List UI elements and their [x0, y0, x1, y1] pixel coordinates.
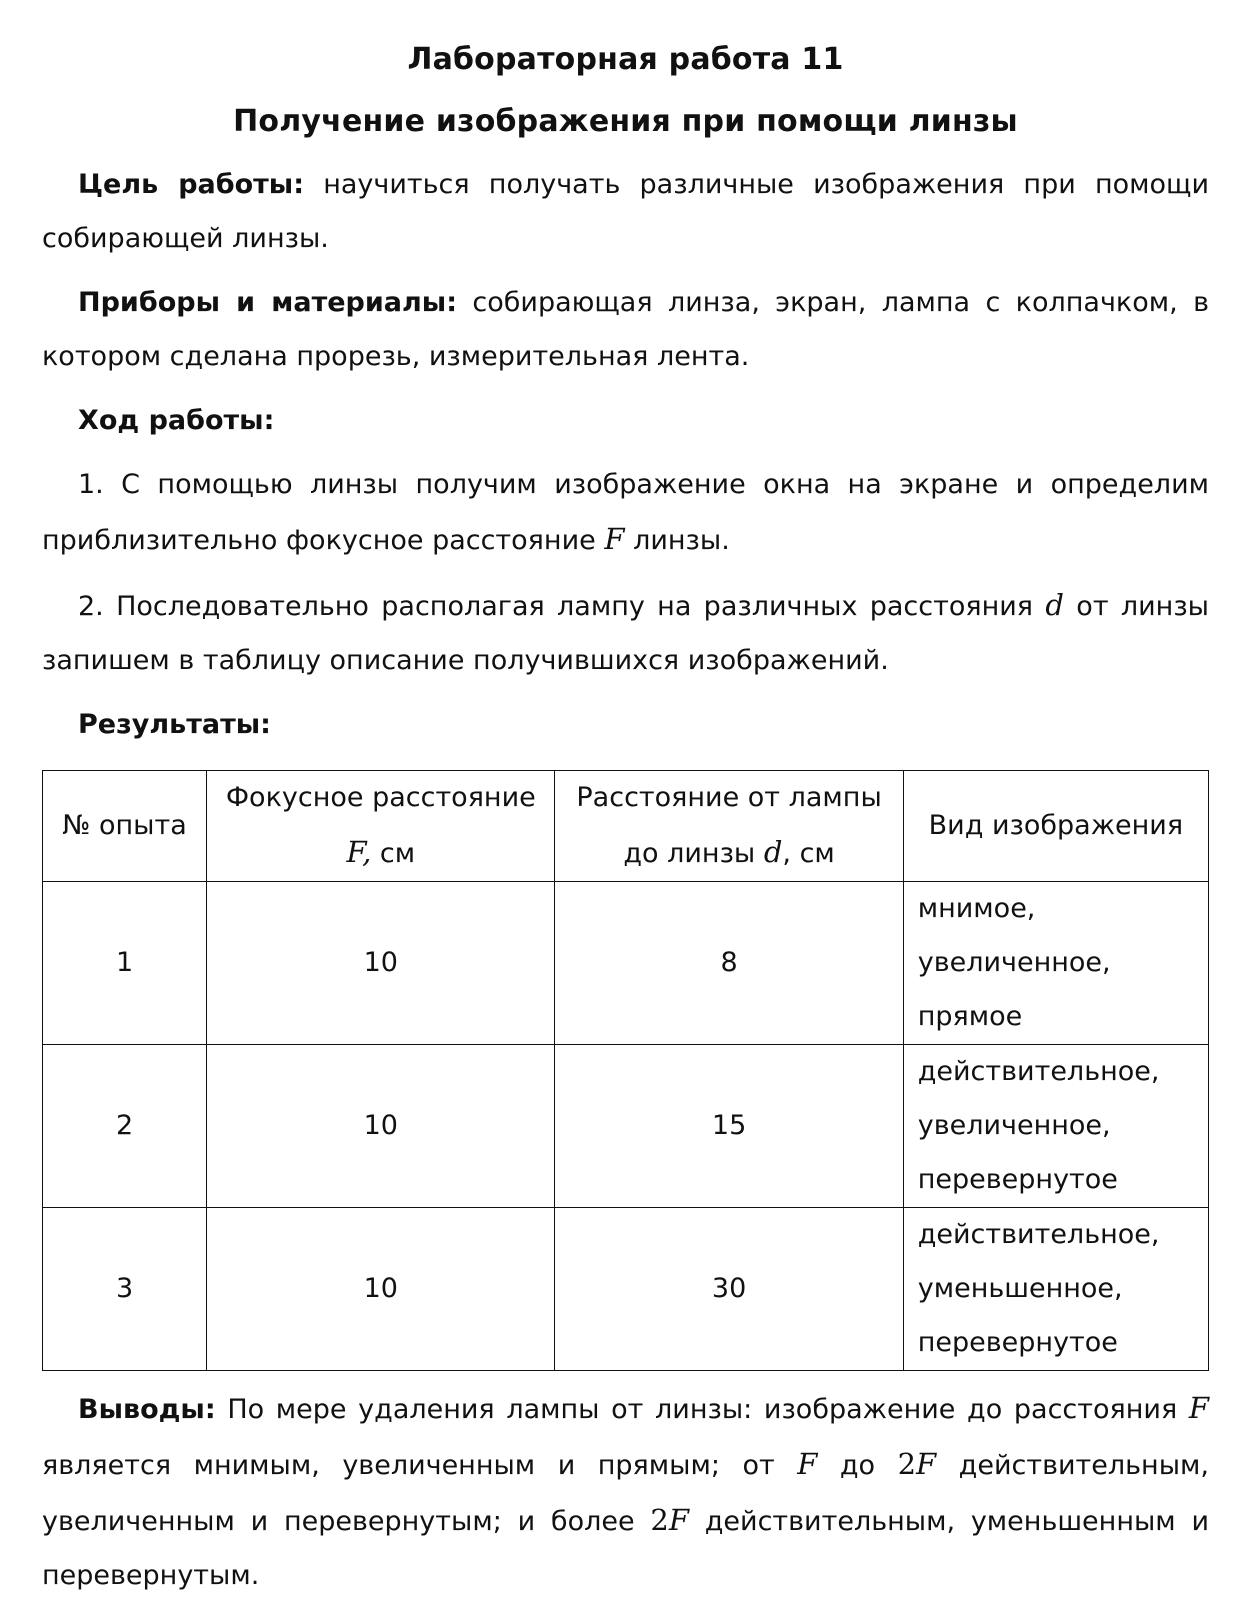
procedure-step-2 — [42, 578, 1209, 688]
step1-text-after: линзы. — [633, 525, 730, 556]
conclusion-text-1: По мере удаления лампы от линзы: изображение до расстояния — [227, 1394, 1178, 1425]
conclusion-text-3: до — [839, 1450, 876, 1481]
image-type-line: мнимое, — [917, 893, 1036, 924]
equipment-label: Приборы и материалы: — [78, 287, 457, 318]
table-row — [43, 882, 1209, 1045]
header-image-type: Вид изображения — [903, 771, 1208, 882]
results-label: Результаты: — [78, 709, 271, 740]
conclusion-paragraph — [42, 1381, 1209, 1603]
step2-text-after: от линзы запишем в таблицу описание получившихся изображений. — [42, 591, 1209, 676]
table-header-row — [43, 771, 1209, 882]
conclusion-num-2: 2 — [897, 1447, 917, 1481]
step2-text-before: 2. Последовательно располагая лампу на различных расстояния — [78, 591, 1034, 622]
header-lamp-distance — [555, 771, 903, 882]
cell-focal-length: 10 — [207, 1045, 555, 1208]
conclusion-label: Выводы: — [78, 1394, 216, 1425]
image-type-line: действительное, — [917, 1219, 1160, 1250]
conclusion-text-4: действительным, увеличенным и перевернутым; и более — [42, 1450, 1209, 1537]
header-focal-variable: F, — [346, 835, 372, 869]
distance-variable: d — [1045, 588, 1064, 622]
equipment-paragraph — [42, 276, 1209, 384]
document-subtitle: Получение изображения при помощи линзы — [233, 104, 1018, 139]
cell-image-type — [903, 1208, 1208, 1371]
conclusion-var-f: F — [668, 1503, 689, 1537]
cell-focal-length: 10 — [207, 882, 555, 1045]
cell-experiment-number: 3 — [43, 1208, 207, 1371]
header-distance-line2: до линзы — [623, 838, 756, 869]
conclusion-text-2: является мнимым, увеличенным и прямым; от — [42, 1450, 775, 1481]
image-type-line: увеличенное, — [917, 947, 1111, 978]
image-type-line: действительное, — [917, 1056, 1160, 1087]
conclusion-var-f: F — [797, 1447, 818, 1481]
image-type-line: увеличенное, — [917, 1110, 1111, 1141]
header-distance-unit: , см — [782, 838, 835, 869]
cell-lamp-distance: 15 — [555, 1045, 903, 1208]
document-title: Лабораторная работа 11 — [407, 42, 844, 77]
step1-text-before: 1. С помощью линзы получим изображение окна на экране и определим приблизительно фокусное расстояние — [42, 469, 1209, 556]
conclusion-num-2: 2 — [650, 1503, 669, 1537]
table-row — [43, 1045, 1209, 1208]
header-distance-variable: d — [763, 835, 783, 869]
results-heading — [42, 698, 1209, 752]
equipment-text: собирающая линза, экран, лампа с колпачком, в котором сделана прорезь, измерительная лента. — [42, 287, 1209, 372]
image-type-line: перевернутое — [917, 1327, 1118, 1358]
header-focal-length-text: Фокусное расстояние — [225, 782, 536, 813]
procedure-heading — [42, 394, 1209, 448]
results-table — [42, 770, 1209, 1371]
goal-label: Цель работы: — [78, 169, 305, 200]
goal-paragraph — [42, 158, 1209, 266]
focal-length-variable: F — [604, 522, 625, 556]
cell-lamp-distance: 30 — [555, 1208, 903, 1371]
goal-text: научиться получать различные изображения при помощи собирающей линзы. — [42, 169, 1209, 254]
image-type-line: уменьшенное, — [917, 1273, 1123, 1304]
cell-experiment-number: 2 — [43, 1045, 207, 1208]
header-focal-unit: см — [379, 838, 416, 869]
header-distance-line1: Расстояние от лампы — [576, 782, 882, 813]
image-type-line: прямое — [917, 1001, 1023, 1032]
header-focal-length — [207, 771, 555, 882]
header-experiment-number: № опыта — [43, 771, 207, 882]
cell-focal-length: 10 — [207, 1208, 555, 1371]
conclusion-var-f: F — [916, 1447, 937, 1481]
conclusion-text-5: действительным, уменьшенным и перевернутым. — [42, 1506, 1209, 1591]
cell-experiment-number: 1 — [43, 882, 207, 1045]
cell-image-type — [903, 1045, 1208, 1208]
procedure-step-1 — [42, 458, 1209, 568]
procedure-label: Ход работы: — [78, 405, 275, 436]
conclusion-var-f: F — [1188, 1391, 1209, 1425]
cell-image-type — [903, 882, 1208, 1045]
image-type-line: перевернутое — [917, 1164, 1118, 1195]
table-row — [43, 1208, 1209, 1371]
cell-lamp-distance: 8 — [555, 882, 903, 1045]
